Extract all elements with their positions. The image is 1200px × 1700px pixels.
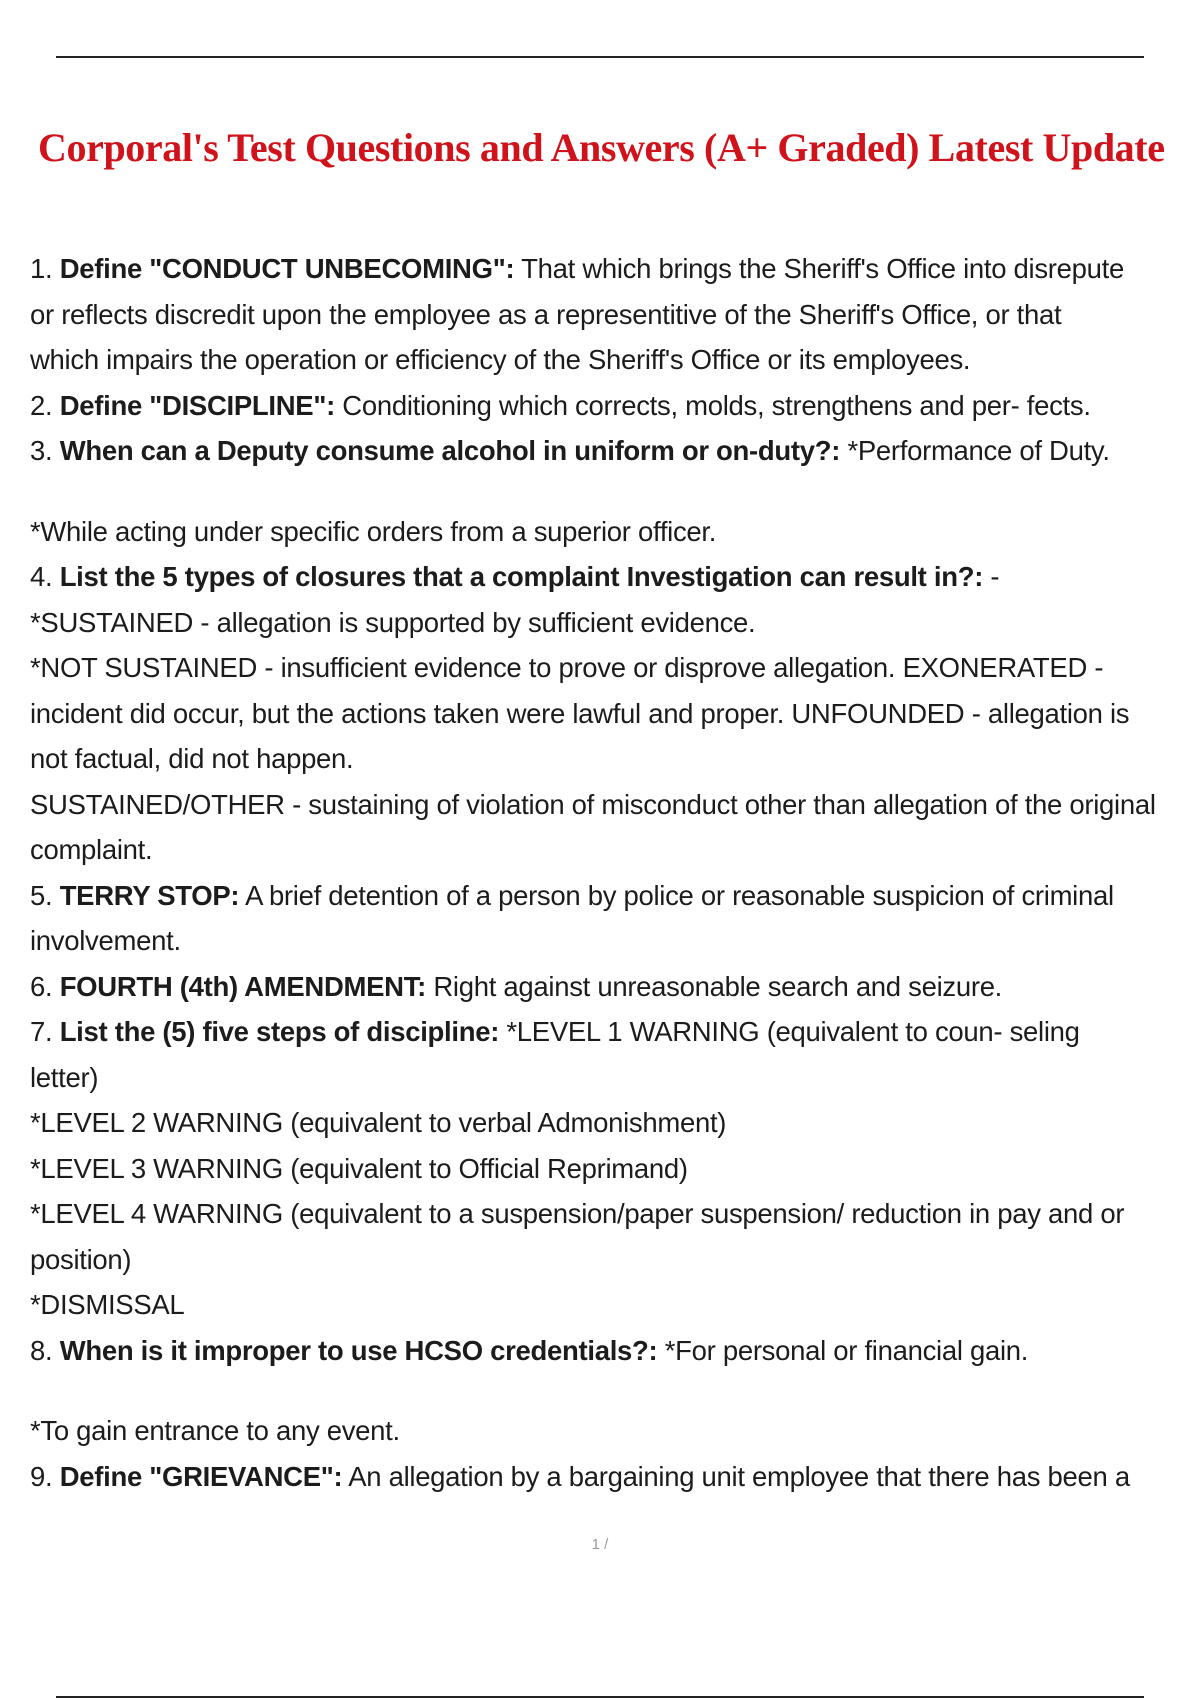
question-number: 6. [30, 970, 60, 1002]
answer-line [30, 292, 1200, 338]
question-text: Define "DISCIPLINE": [59, 389, 335, 421]
answer-text: *SUSTAINED - allegation is supported by sufficient evidence. [30, 606, 756, 638]
question-number: 9. [30, 1460, 60, 1492]
question-line [30, 1328, 1200, 1374]
answer-text: An allegation by a bargaining unit employee that there has been a [342, 1460, 1130, 1492]
answer-text: which impairs the operation or efficiency of the Sheriff's Office or its employees. [30, 344, 971, 375]
answer-line [30, 691, 1200, 737]
answer-text: complaint. [30, 834, 153, 865]
question-number: 3. [30, 435, 60, 466]
question-number: 1. [30, 253, 60, 284]
answer-text: SUSTAINED/OTHER - sustaining of violation of misconduct other than allegation of the original [30, 788, 1156, 820]
question-line [30, 428, 1200, 474]
answer-text: *LEVEL 1 WARNING (equivalent to coun- seling [499, 1016, 1080, 1047]
question-line [30, 383, 1200, 429]
paragraph-gap [30, 474, 1200, 509]
question-text: Define "CONDUCT UNBECOMING": [59, 253, 515, 284]
question-number: 2. [30, 389, 60, 421]
question-number: 7. [30, 1016, 60, 1047]
question-line [30, 1009, 1200, 1055]
qa-list [30, 246, 1200, 1499]
answer-text: Conditioning which corrects, molds, strengthens and per- fects. [334, 389, 1091, 421]
answer-line [30, 1100, 1200, 1146]
question-number: 8. [30, 1334, 60, 1366]
answer-line [30, 1408, 1200, 1454]
paragraph-gap [30, 1373, 1200, 1408]
answer-line [30, 600, 1200, 646]
answer-line [30, 337, 1200, 383]
question-line [30, 554, 1200, 600]
question-number: 5. [30, 879, 60, 911]
answer-text: or reflects discredit upon the employee as a representitive of the Sheriff's Office, or that [30, 298, 1062, 330]
question-text: When can a Deputy consume alcohol in uniform or on-duty?: [59, 435, 841, 466]
answer-line [30, 827, 1200, 873]
answer-text: *DISMISSAL [30, 1289, 185, 1320]
page-number: 1 / [591, 1536, 609, 1553]
answer-text: letter) [30, 1061, 99, 1093]
question-text: TERRY STOP: [59, 879, 240, 911]
question-text: List the 5 types of closures that a complaint Investigation can result in?: [59, 561, 984, 592]
question-text: Define "GRIEVANCE": [59, 1460, 343, 1492]
answer-text: *To gain entrance to any event. [30, 1415, 400, 1446]
question-line [30, 964, 1200, 1010]
answer-line [30, 1282, 1200, 1328]
answer-text: *For personal or financial gain. [657, 1334, 1029, 1366]
answer-text: not factual, did not happen. [30, 743, 354, 774]
answer-line [30, 645, 1200, 691]
question-text: List the (5) five steps of discipline: [59, 1016, 500, 1047]
question-line [30, 1454, 1200, 1500]
question-text: When is it improper to use HCSO credentials?: [59, 1334, 658, 1366]
answer-text: *Performance of Duty. [840, 435, 1110, 466]
question-line [30, 246, 1200, 292]
bottom-rule [56, 1696, 1144, 1698]
answer-line [30, 782, 1200, 828]
answer-line [30, 1237, 1200, 1283]
question-number: 4. [30, 561, 60, 592]
answer-text: *LEVEL 3 WARNING (equivalent to Official Reprimand) [30, 1152, 688, 1184]
answer-text: Right against unreasonable search and seizure. [426, 970, 1003, 1002]
answer-line [30, 736, 1200, 782]
answer-line [30, 1146, 1200, 1192]
answer-line [30, 918, 1200, 964]
answer-text: *NOT SUSTAINED - insufficient evidence to prove or disprove allegation. EXONERATED - [30, 652, 1104, 683]
question-text: FOURTH (4th) AMENDMENT: [59, 970, 427, 1002]
answer-line [30, 509, 1200, 555]
top-rule [56, 56, 1144, 58]
answer-text: position) [30, 1243, 132, 1275]
answer-line [30, 1055, 1200, 1101]
page-title: Corporal's Test Questions and Answers (A+ Graded) Latest Update [38, 125, 1165, 170]
answer-text: *LEVEL 2 WARNING (equivalent to verbal Admonishment) [30, 1107, 727, 1138]
answer-line [30, 1191, 1200, 1237]
answer-text: incident did occur, but the actions taken were lawful and proper. UNFOUNDED - allegation is [30, 697, 1130, 729]
answer-text: A brief detention of a person by police or reasonable suspicion of criminal [239, 879, 1114, 911]
answer-text: involvement. [30, 925, 181, 956]
question-line [30, 873, 1200, 919]
answer-text: That which brings the Sheriff's Office into disrepute [514, 253, 1124, 284]
answer-text: - [983, 561, 1000, 592]
answer-text: *While acting under specific orders from a superior officer. [30, 515, 717, 547]
answer-text: *LEVEL 4 WARNING (equivalent to a suspension/paper suspension/ reduction in pay and or [30, 1198, 1125, 1229]
